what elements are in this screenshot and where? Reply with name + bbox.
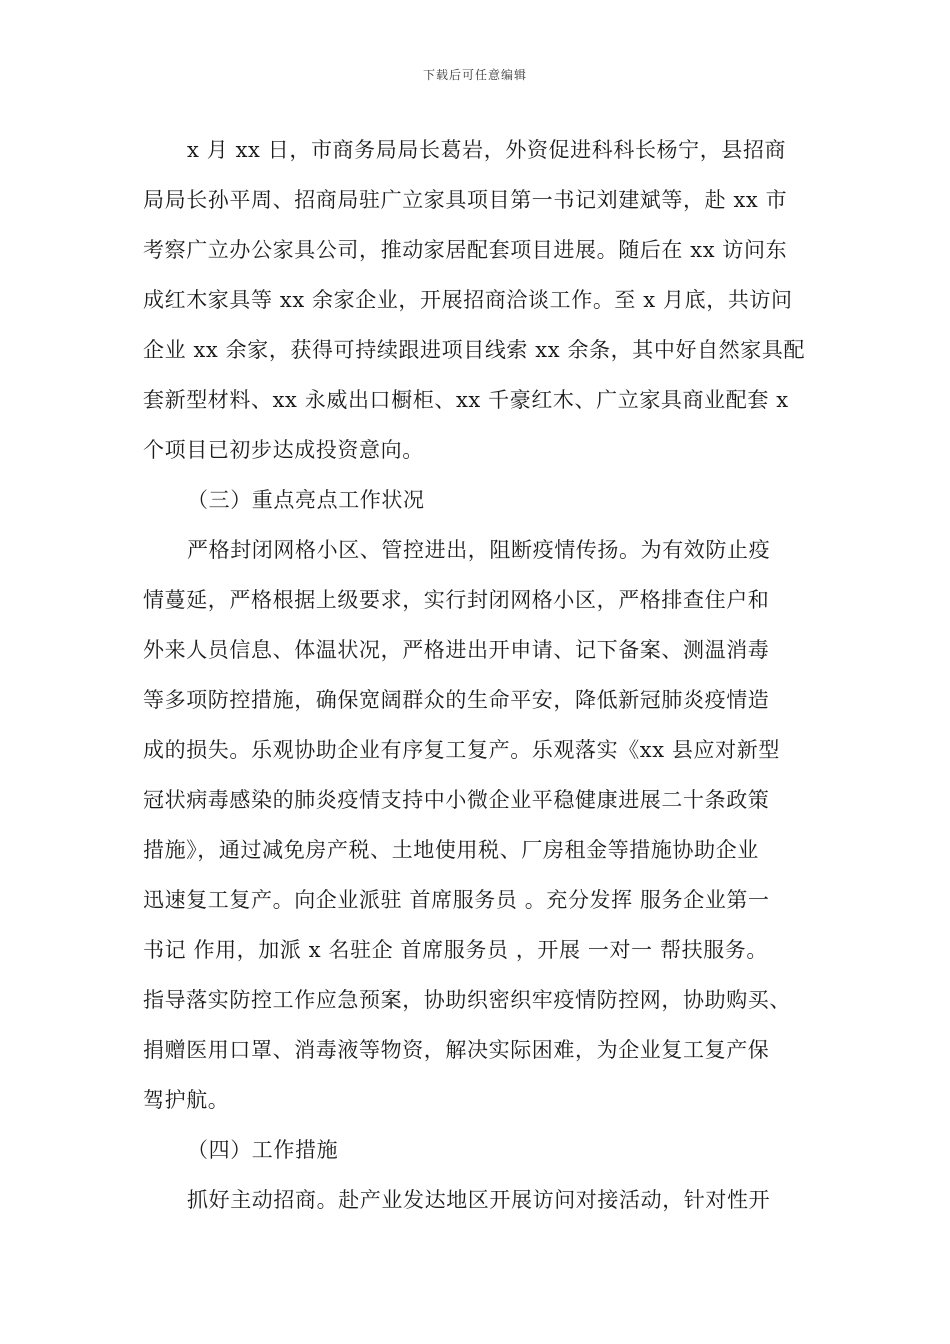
text-line: 捐赠医用口罩、消毒液等物资，解决实际困难，为企业复工复产保 [143, 1038, 770, 1062]
text-line: 指导落实防控工作应急预案，协助织密织牢疫情防控网，协助购买、 [143, 988, 791, 1012]
page-header: 下载后可任意编辑 [422, 68, 527, 82]
text-line: 局局长孙平周、招商局驻广立家具项目第一书记刘建斌等，赴 xx 市 [143, 188, 788, 212]
text-line: 书记 作用，加派 x 名驻企 首席服务员 ，开展 一对一 帮扶服务。 [143, 938, 768, 962]
text-line: 考察广立办公家具公司，推动家居配套项目进展。随后在 xx 访问东 [143, 238, 788, 262]
text-line: 情蔓延，严格根据上级要求，实行封闭网格小区，严格排查住户和 [143, 588, 770, 612]
section-heading-4: （四）工作措施 [187, 1138, 339, 1162]
text-line: 成的损失。乐观协助企业有序复工复产。乐观落实《xx 县应对新型 [143, 738, 780, 762]
text-line: x 月 xx 日，市商务局局长葛岩，外资促进科科长杨宁，县招商 [187, 138, 787, 162]
text-line: 外来人员信息、体温状况，严格进出开申请、记下备案、测温消毒 [143, 638, 770, 662]
text-line: 套新型材料、xx 永威出口橱柜、xx 千豪红木、广立家具商业配套 x [143, 388, 789, 412]
section-heading-3: （三）重点亮点工作状况 [187, 488, 425, 512]
text-line: 冠状病毒感染的肺炎疫情支持中小微企业平稳健康进展二十条政策 [143, 788, 770, 812]
text-line: 成红木家具等 xx 余家企业，开展招商洽谈工作。至 x 月底，共访问 [143, 288, 793, 312]
text-line: 等多项防控措施，确保宽阔群众的生命平安，降低新冠肺炎疫情造 [143, 688, 770, 712]
text-line: 迅速复工复产。向企业派驻 首席服务员 。充分发挥 服务企业第一 [143, 888, 770, 912]
text-line: 抓好主动招商。赴产业发达地区开展访问对接活动，针对性开 [187, 1188, 771, 1212]
text-line: 个项目已初步达成投资意向。 [143, 438, 424, 462]
document-body [143, 125, 823, 1225]
text-line: 措施》，通过减免房产税、土地使用税、厂房租金等措施协助企业 [143, 838, 759, 862]
text-line: 企业 xx 余家，获得可持续跟进项目线索 xx 余条，其中好自然家具配 [143, 338, 806, 362]
text-line: 严格封闭网格小区、管控进出，阻断疫情传扬。为有效防止疫 [187, 538, 771, 562]
text-line: 驾护航。 [143, 1088, 230, 1112]
